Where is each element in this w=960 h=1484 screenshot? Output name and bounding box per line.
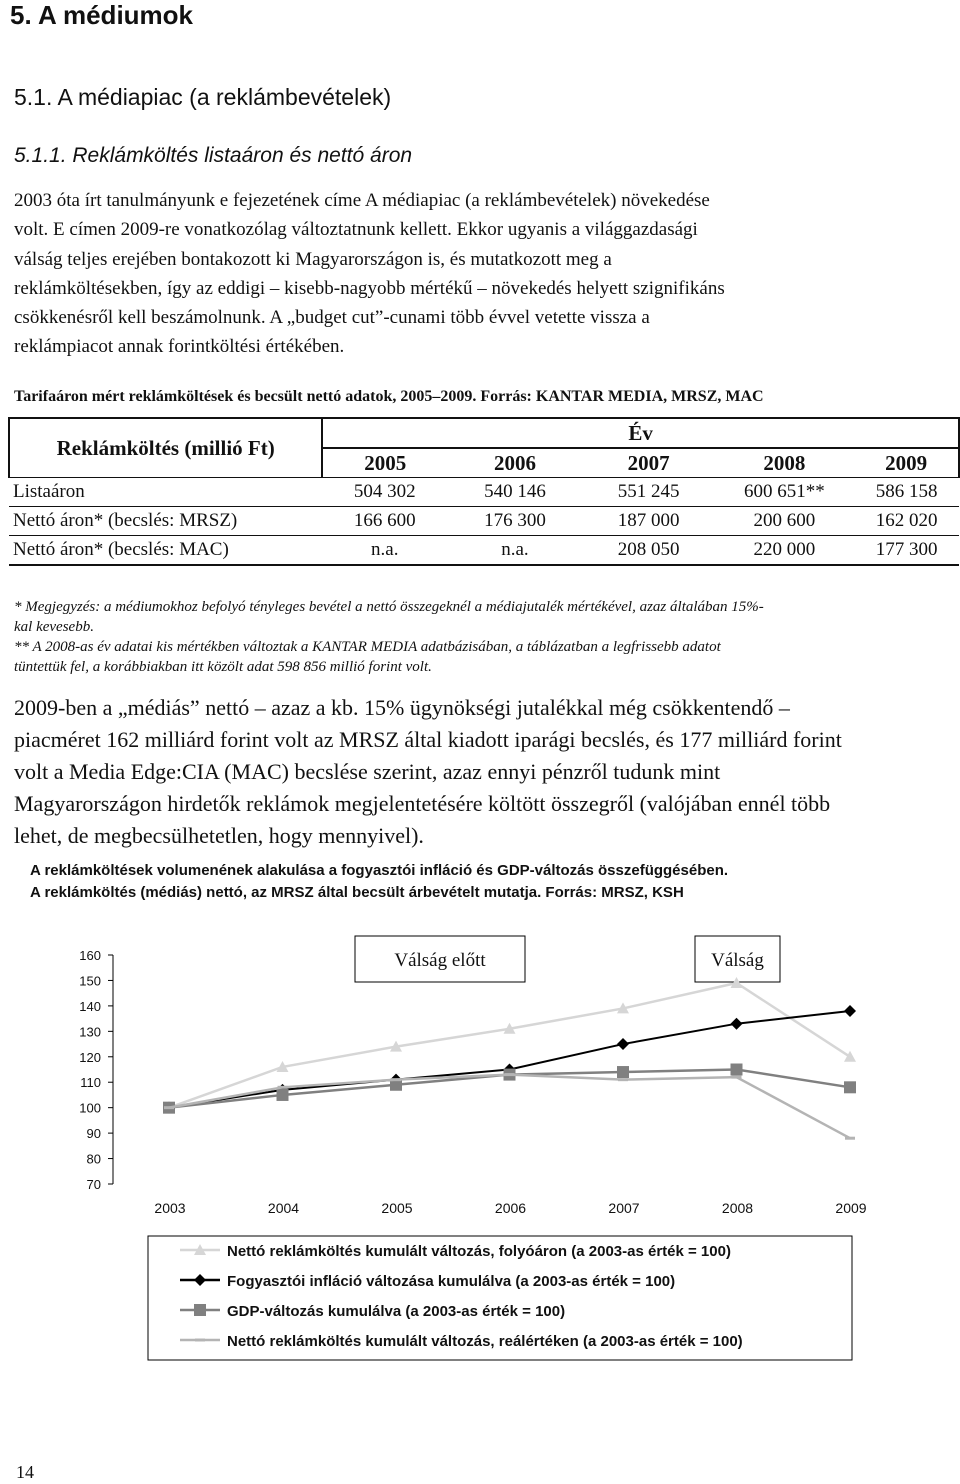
- table-cell: 551 245: [583, 478, 715, 507]
- chart-caption-line: A reklámköltés (médiás) nettó, az MRSZ által becsült árbevételt mutatja. Forrás: MRSZ, KSH: [30, 884, 684, 901]
- x-tick-label: 2003: [154, 1200, 186, 1216]
- x-tick-label: 2008: [721, 1200, 754, 1216]
- year-group-header: Év: [322, 418, 959, 448]
- data-point: [391, 1078, 401, 1081]
- footnote-line: tüntettük fel, a korábbiakban itt közölt adat 598 856 millió forint volt.: [14, 659, 432, 675]
- chart-caption: [30, 860, 728, 904]
- data-point: [731, 1064, 743, 1076]
- year-header: 2006: [447, 448, 583, 478]
- x-tick-label: 2005: [381, 1200, 413, 1216]
- table-row: [9, 536, 959, 566]
- y-tick-label: 160: [79, 948, 101, 963]
- year-header: 2007: [583, 448, 715, 478]
- intro-line: volt. E címen 2009-re vonatkozólag változtatnunk kellett. Ekkor ugyanis a világgazdasági: [14, 219, 698, 241]
- table-cell: 187 000: [583, 507, 715, 536]
- y-tick-label: 150: [79, 973, 101, 989]
- table-cell: 220 000: [714, 536, 854, 566]
- data-point: [844, 1081, 856, 1093]
- legend-marker: [194, 1304, 206, 1316]
- annotation-valsag-elott: Válság előtt: [394, 950, 486, 971]
- data-point: [164, 1106, 174, 1109]
- row-label: Nettó áron* (becslés: MAC): [9, 536, 322, 566]
- row-label: Nettó áron* (becslés: MRSZ): [9, 507, 322, 536]
- table-cell: 162 020: [854, 507, 959, 536]
- data-point: [618, 1078, 628, 1081]
- table-row: [9, 507, 959, 536]
- paragraph-line: volt a Media Edge:CIA (MAC) becslése szerint, azaz ennyi pénzről tudunk mint: [14, 759, 721, 784]
- data-point: [845, 1137, 855, 1140]
- x-tick-label: 2007: [608, 1200, 640, 1216]
- legend-marker: [195, 1339, 205, 1342]
- line-chart: [0, 930, 960, 1370]
- data-point: [732, 1076, 742, 1079]
- data-point: [731, 1018, 743, 1030]
- chapter-title: 5. A médiumok: [10, 0, 194, 30]
- y-tick-label: 110: [80, 1075, 101, 1091]
- x-tick-label: 2009: [835, 1200, 867, 1216]
- year-header: 2009: [854, 448, 959, 478]
- data-point: [844, 1005, 856, 1017]
- legend-label: GDP-változás kumulálva (a 2003-as érték = 100): [227, 1303, 566, 1320]
- table-row: [9, 478, 959, 507]
- row-header: Reklámköltés (millió Ft): [9, 418, 322, 478]
- data-point: [505, 1073, 515, 1076]
- table-cell: 200 600: [714, 507, 854, 536]
- footnotes: [14, 597, 958, 677]
- subsection-title: 5.1.1. Reklámköltés listaáron és nettó áron: [14, 144, 413, 167]
- series-line-3: [169, 1075, 850, 1139]
- data-point: [278, 1086, 288, 1089]
- table-cell: 600 651**: [714, 478, 854, 507]
- table-cell: 504 302: [322, 478, 447, 507]
- y-tick-label: 80: [86, 1151, 101, 1167]
- intro-line: reklámpiacot annak forintköltési értékében.: [14, 336, 345, 358]
- table-cell: 177 300: [854, 536, 959, 566]
- y-tick-label: 90: [86, 1126, 101, 1142]
- data-point: [617, 1038, 629, 1050]
- year-header: 2005: [322, 448, 447, 478]
- table-caption: Tarifaáron mért reklámköltések és becsült nettó adatok, 2005–2009. Forrás: KANTAR MEDIA, MRSZ, MAC: [14, 388, 764, 405]
- y-tick-label: 100: [79, 1100, 101, 1116]
- table-cell: 208 050: [583, 536, 715, 566]
- table-cell: n.a.: [322, 536, 447, 566]
- legend-label: Nettó reklámköltés kumulált változás, folyóáron (a 2003-as érték = 100): [227, 1243, 731, 1260]
- row-label: Listaáron: [9, 478, 322, 507]
- table-cell: 166 600: [322, 507, 447, 536]
- data-point: [277, 1089, 289, 1101]
- body-paragraph: [14, 692, 958, 852]
- intro-line: 2003 óta írt tanulmányunk e fejezetének címe A médiapiac (a reklámbevételek) növekedése: [14, 190, 710, 211]
- chart-caption-line: A reklámköltések volumenének alakulása a fogyasztói infláció és GDP-változás összefüggésében.: [30, 862, 729, 879]
- section-title: 5.1. A médiapiac (a reklámbevételek): [14, 84, 392, 110]
- footnote-line: kal kevesebb.: [14, 619, 94, 635]
- paragraph-line: lehet, de megbecsülhetetlen, hogy mennyivel).: [14, 823, 424, 848]
- legend-label: Nettó reklámköltés kumulált változás, reálértéken (a 2003-as érték = 100): [227, 1333, 743, 1350]
- year-header: 2008: [714, 448, 854, 478]
- table-cell: n.a.: [447, 536, 583, 566]
- x-tick-label: 2004: [267, 1200, 300, 1216]
- y-tick-label: 140: [79, 998, 101, 1014]
- y-tick-label: 70: [86, 1177, 101, 1192]
- intro-line: válság teljes erejében bontakozott ki Magyarországon is, és mutatkozott meg a: [14, 248, 612, 270]
- y-tick-label: 120: [79, 1049, 101, 1065]
- table-cell: 176 300: [447, 507, 583, 536]
- data-point: [844, 1051, 856, 1062]
- table-cell: 540 146: [447, 478, 583, 507]
- footnote-line: ** A 2008-as év adatai kis mértékben változtak a KANTAR MEDIA adatbázisában, a táblázatban a legfrissebb adatot: [14, 639, 721, 655]
- legend-label: Fogyasztói infláció változása kumulálva (a 2003-as érték = 100): [227, 1273, 676, 1290]
- annotation-valsag: Válság: [711, 950, 764, 971]
- paragraph-line: Magyarországon hirdetők reklámok megjelentetésére költött összegről (valójában ennél több: [14, 791, 831, 816]
- table-cell: 586 158: [854, 478, 959, 507]
- data-point: [617, 1066, 629, 1078]
- intro-line: reklámköltésekben, így az eddigi – kisebb-nagyobb mértékű – növekedés helyett szignifikáns: [14, 277, 725, 299]
- paragraph-line: 2009-ben a „médiás” nettó – azaz a kb. 15% ügynökségi jutalékkal még csökkentendő –: [14, 695, 790, 720]
- spending-table: [8, 417, 960, 566]
- y-tick-label: 130: [79, 1024, 101, 1040]
- page-number: 14: [16, 1462, 34, 1482]
- x-tick-label: 2006: [494, 1200, 527, 1216]
- footnote-line: * Megjegyzés: a médiumokhoz befolyó tényleges bevétel a nettó összegeknél a médiajutalék mértékével, azaz általában 15%-: [14, 599, 764, 615]
- intro-paragraph: [14, 186, 946, 362]
- paragraph-line: piacméret 162 milliárd forint volt az MRSZ által kiadott iparági becslés, és 177 milliárd forint: [14, 727, 842, 752]
- intro-line: csökkenésről kell beszámolnunk. A „budget cut”-cunami több évvel vetette vissza a: [14, 307, 650, 329]
